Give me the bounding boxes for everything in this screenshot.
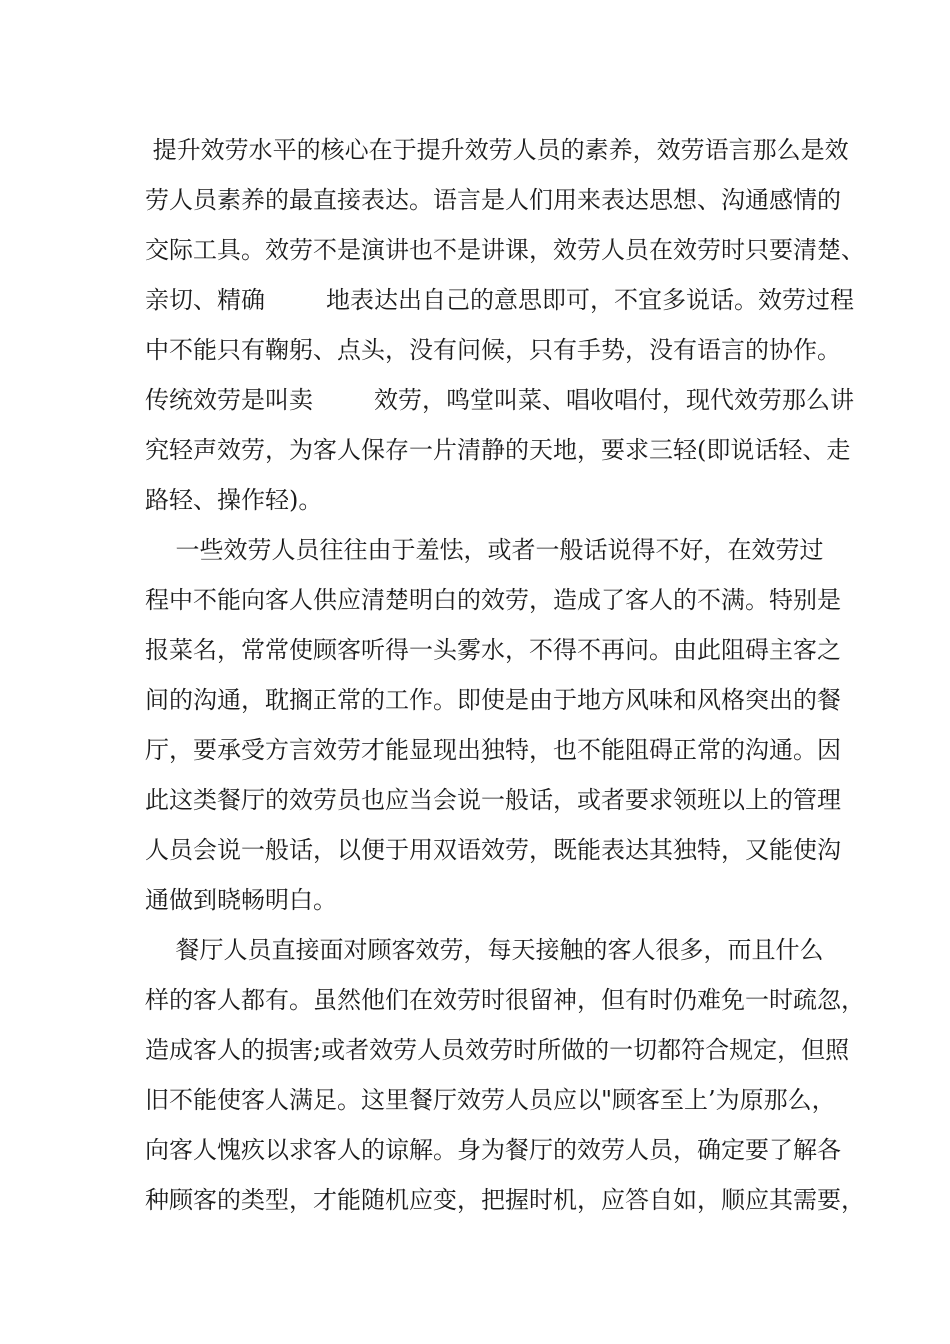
text-line: 路轻、操作轻)。 [145, 486, 323, 514]
text-line: 交际工具。效劳不是演讲也不是讲课，效劳人员在效劳时只要清楚、 [145, 236, 865, 264]
text-line: 程中不能向客人供应清楚明白的效劳，造成了客人的不满。特别是 [145, 586, 841, 614]
text-line: 餐厅人员直接面对顾客效劳，每天接触的客人很多，而且什么 [145, 936, 824, 964]
text-line: 究轻声效劳，为客人保存一片清静的天地，要求三轻(即说话轻、走 [145, 436, 851, 464]
text-line: 通做到晓畅明白。 [145, 886, 337, 914]
text-line: 一些效劳人员往往由于羞怯，或者一般话说得不好，在效劳过 [145, 536, 824, 564]
text-line: 造成客人的损害;或者效劳人员效劳时所做的一切都符合规定，但照 [145, 1036, 850, 1064]
text-line: 向客人愧疚以求客人的谅解。身为餐厅的效劳人员，确定要了解各 [145, 1136, 841, 1164]
text-line: 传统效劳是叫卖 效劳，鸣堂叫菜、唱收唱付，现代效劳那么讲 [145, 386, 855, 414]
text-line: 人员会说一般话，以便于用双语效劳，既能表达其独特，又能使沟 [145, 836, 841, 864]
text-line: 间的沟通，耽搁正常的工作。即使是由于地方风味和风格突出的餐 [145, 686, 841, 714]
text-line: 厅，要承受方言效劳才能显现出独特，也不能阻碍正常的沟通。因 [145, 736, 841, 764]
text-line: 劳人员素养的最直接表达。语言是人们用来表达思想、沟通感情的 [145, 186, 841, 214]
text-line: 此这类餐厅的效劳员也应当会说一般话，或者要求领班以上的管理 [145, 786, 841, 814]
text-line: 亲切、精确 地表达出自己的意思即可，不宜多说话。效劳过程 [145, 286, 855, 314]
text-line: 样的客人都有。虽然他们在效劳时很留神，但有时仍难免一时疏忽， [145, 986, 865, 1014]
text-line: 提升效劳水平的核心在于提升效劳人员的素养，效劳语言那么是效 [145, 136, 849, 164]
text-line: 种顾客的类型，才能随机应变，把握时机，应答自如，顺应其需要， [145, 1186, 865, 1214]
text-line: 旧不能使客人满足。这里餐厅效劳人员应以"顾客至上’为原那么， [145, 1086, 836, 1114]
text-line: 中不能只有鞠躬、点头，没有问候，只有手势，没有语言的协作。 [145, 336, 841, 364]
text-line: 报菜名，常常使顾客听得一头雾水，不得不再问。由此阻碍主客之 [145, 636, 841, 664]
